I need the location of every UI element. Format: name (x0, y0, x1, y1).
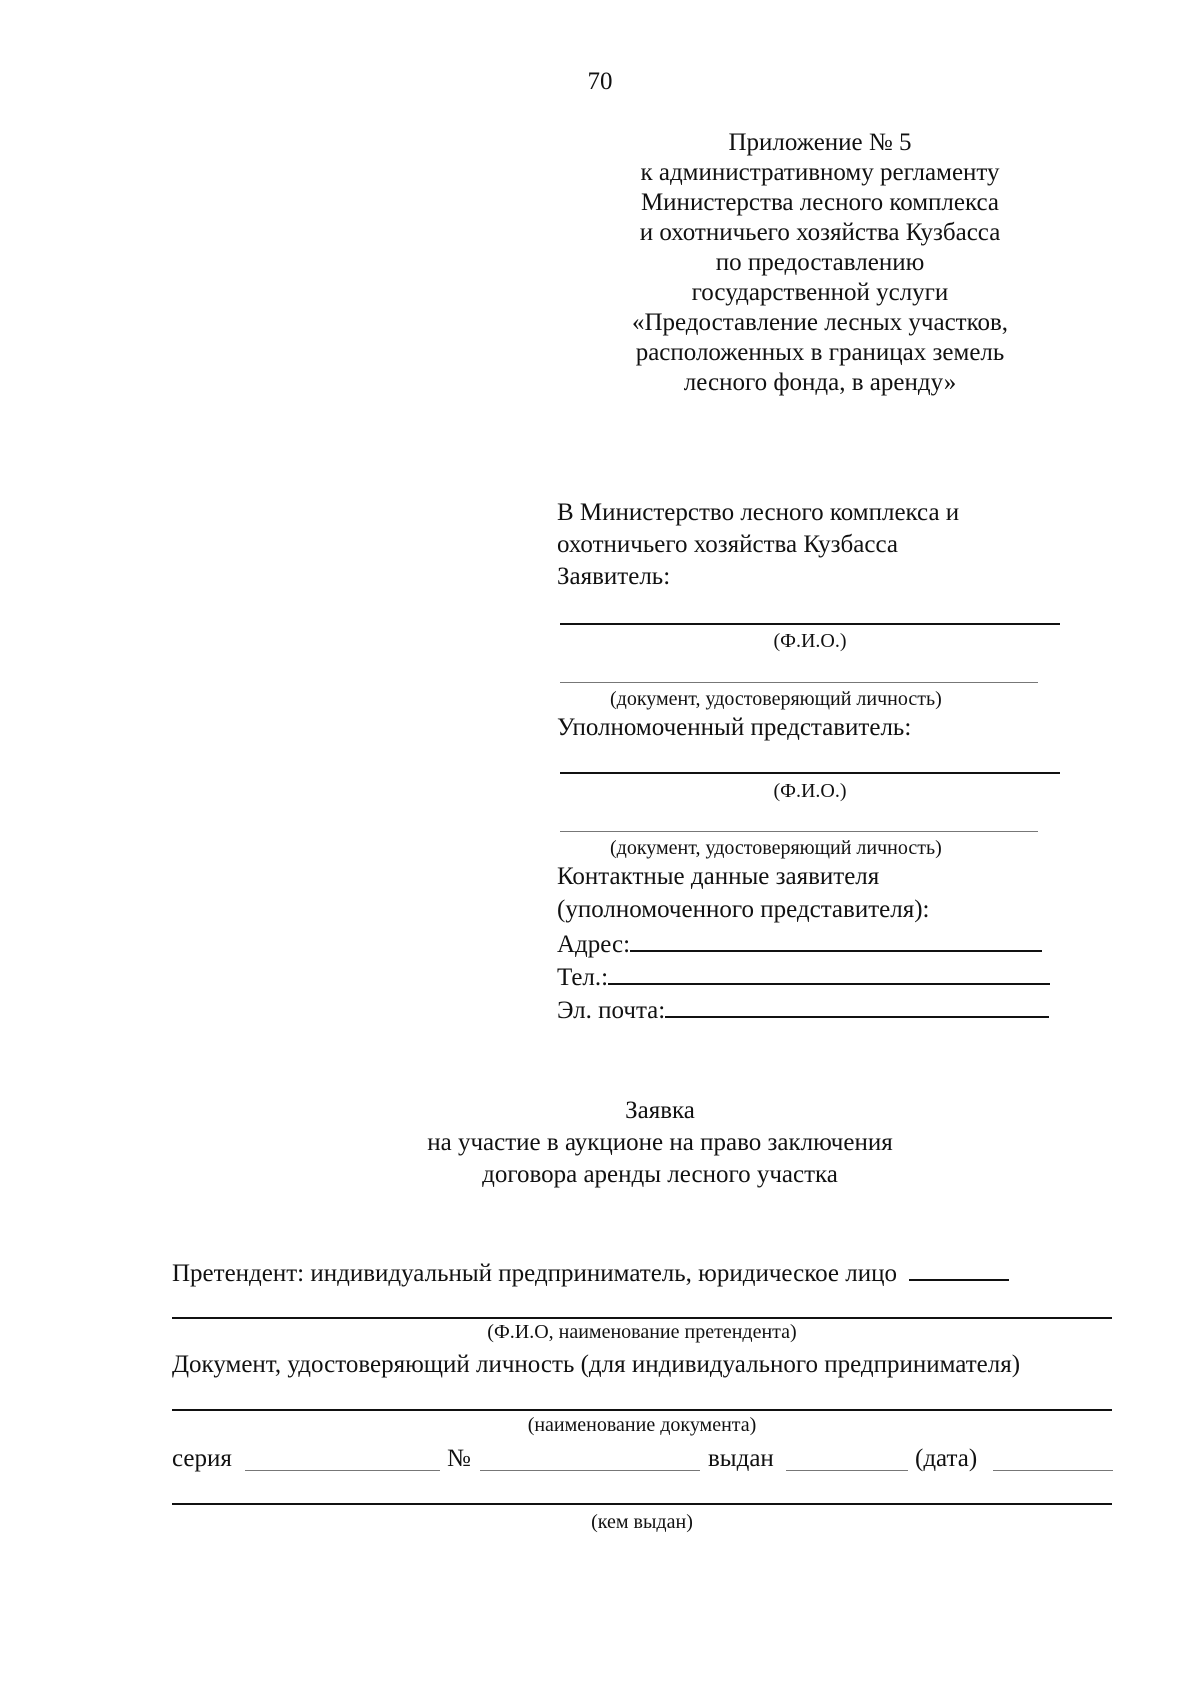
appendix-line: государственной услуги (691, 279, 949, 306)
fio-caption: (Ф.И.О.) (773, 780, 847, 802)
doc-name-caption: (наименование документа) (527, 1414, 757, 1436)
address-field[interactable] (630, 926, 1042, 952)
appendix-line: и охотничьего хозяйства Кузбасса (639, 219, 1001, 246)
date-label: (дата) (915, 1445, 978, 1472)
appendix-title: Приложение № 5 (728, 129, 912, 156)
series-label: серия (172, 1445, 232, 1472)
issued-label: выдан (708, 1445, 774, 1472)
addressee-line: В Министерство лесного комплекса и (557, 499, 960, 526)
phone-label: Тел.: (557, 964, 609, 991)
applicant-text: Претендент: индивидуальный предприниматель, юридическое лицо (172, 1260, 897, 1287)
appendix-line: Министерства лесного комплекса (640, 189, 1000, 216)
applicant-doc-field[interactable] (560, 682, 1038, 683)
series-field[interactable] (245, 1470, 440, 1471)
doc-caption: (документ, удостоверяющий личность) (610, 837, 942, 859)
phone-field[interactable] (608, 959, 1050, 985)
appendix-line: лесного фонда, в аренду» (683, 369, 957, 396)
applicant-fio-field[interactable] (560, 623, 1060, 625)
title-line: Заявка (625, 1097, 695, 1124)
email-label: Эл. почта: (557, 997, 666, 1024)
issued-by-caption: (кем выдан) (591, 1511, 693, 1533)
number-label: № (447, 1445, 471, 1472)
appendix-line: по предоставлению (715, 249, 925, 276)
doc-name-field[interactable] (172, 1409, 1112, 1411)
issued-by-field[interactable] (172, 1503, 1112, 1505)
id-doc-text: Документ, удостоверяющий личность (для индивидуального предпринимателя) (172, 1351, 1021, 1378)
address-row (557, 926, 1042, 961)
contacts-line: Контактные данные заявителя (557, 863, 880, 890)
page-number: 70 (587, 68, 613, 95)
representative-fio-field[interactable] (560, 772, 1060, 774)
fio-caption: (Ф.И.О.) (773, 630, 847, 652)
issued-field[interactable] (786, 1470, 908, 1471)
appendix-line: «Предоставление лесных участков, (631, 309, 1009, 336)
title-line: договора аренды лесного участка (482, 1161, 838, 1188)
title-line: на участие в аукционе на право заключения (427, 1129, 893, 1156)
date-field[interactable] (993, 1470, 1113, 1471)
email-field[interactable] (665, 992, 1049, 1018)
doc-caption: (документ, удостоверяющий личность) (610, 688, 942, 710)
representative-label: Уполномоченный представитель: (557, 714, 912, 741)
applicant-type-field[interactable] (909, 1255, 1009, 1281)
addressee-line: охотничьего хозяйства Кузбасса (557, 531, 898, 558)
applicant-label: Заявитель: (557, 563, 671, 590)
phone-row (557, 959, 1050, 994)
name-caption: (Ф.И.О, наименование претендента) (487, 1321, 797, 1343)
appendix-line: к административному регламенту (640, 159, 1000, 186)
number-field[interactable] (480, 1470, 700, 1471)
appendix-line: расположенных в границах земель (635, 339, 1005, 366)
applicant-row (172, 1255, 1009, 1290)
contacts-line: (уполномоченного представителя): (557, 896, 930, 923)
email-row (557, 992, 1049, 1027)
address-label: Адрес: (557, 931, 631, 958)
representative-doc-field[interactable] (560, 831, 1038, 832)
